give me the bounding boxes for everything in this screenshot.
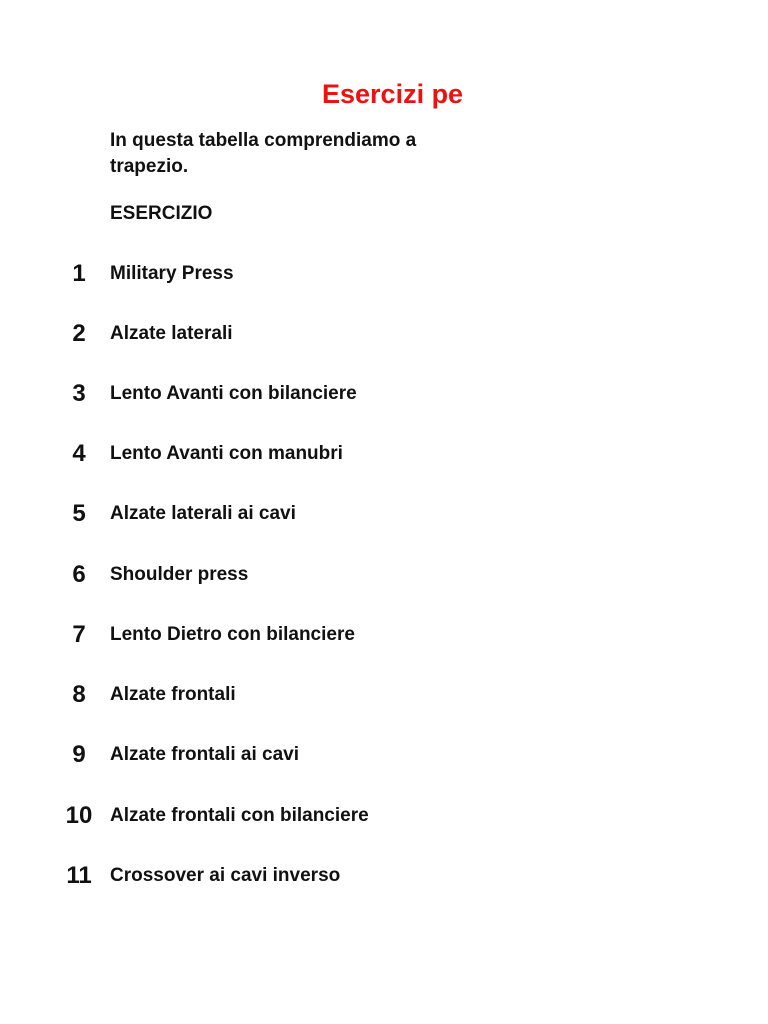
- exercise-number: 7: [72, 621, 86, 648]
- exercise-row: [0, 740, 768, 770]
- exercise-number: 3: [72, 380, 86, 407]
- exercise-number: 4: [72, 440, 86, 467]
- exercise-number: 6: [72, 561, 86, 588]
- column-header-exercise: ESERCIZIO: [110, 203, 213, 224]
- exercise-name: Alzate frontali con bilanciere: [110, 805, 369, 826]
- exercise-number: 5: [72, 500, 86, 527]
- exercise-number: 11: [66, 862, 92, 889]
- exercise-row: [0, 379, 768, 409]
- exercise-name: Lento Avanti con manubri: [110, 443, 343, 464]
- exercise-row: [0, 680, 768, 710]
- exercise-row: [0, 319, 768, 349]
- exercise-row: [0, 861, 768, 891]
- exercise-number: 2: [72, 320, 86, 347]
- exercise-name: Lento Dietro con bilanciere: [110, 624, 355, 645]
- exercise-name: Alzate laterali ai cavi: [110, 503, 296, 524]
- intro-paragraph: [110, 128, 474, 180]
- exercise-number: 9: [72, 741, 86, 768]
- exercise-name: Alzate laterali: [110, 323, 233, 344]
- exercise-number: 1: [72, 260, 86, 287]
- intro-line: trapezio.: [110, 156, 189, 177]
- exercise-number: 8: [72, 681, 86, 708]
- intro-line: In questa tabella comprendiamo a: [110, 130, 417, 151]
- exercise-row: [0, 801, 768, 831]
- page-title: Esercizi pe: [322, 79, 464, 109]
- exercise-name: Shoulder press: [110, 564, 249, 585]
- exercise-name: Lento Avanti con bilanciere: [110, 383, 357, 404]
- exercise-number: 10: [65, 802, 93, 829]
- exercise-name: Alzate frontali ai cavi: [110, 744, 300, 765]
- exercise-row: [0, 620, 768, 650]
- exercise-name: Military Press: [110, 263, 234, 284]
- exercise-name: Crossover ai cavi inverso: [110, 865, 341, 886]
- exercise-row: [0, 499, 768, 529]
- exercise-row: [0, 259, 768, 289]
- exercise-name: Alzate frontali: [110, 684, 236, 705]
- exercise-row: [0, 439, 768, 469]
- page-title-container: [322, 74, 474, 118]
- exercise-row: [0, 560, 768, 590]
